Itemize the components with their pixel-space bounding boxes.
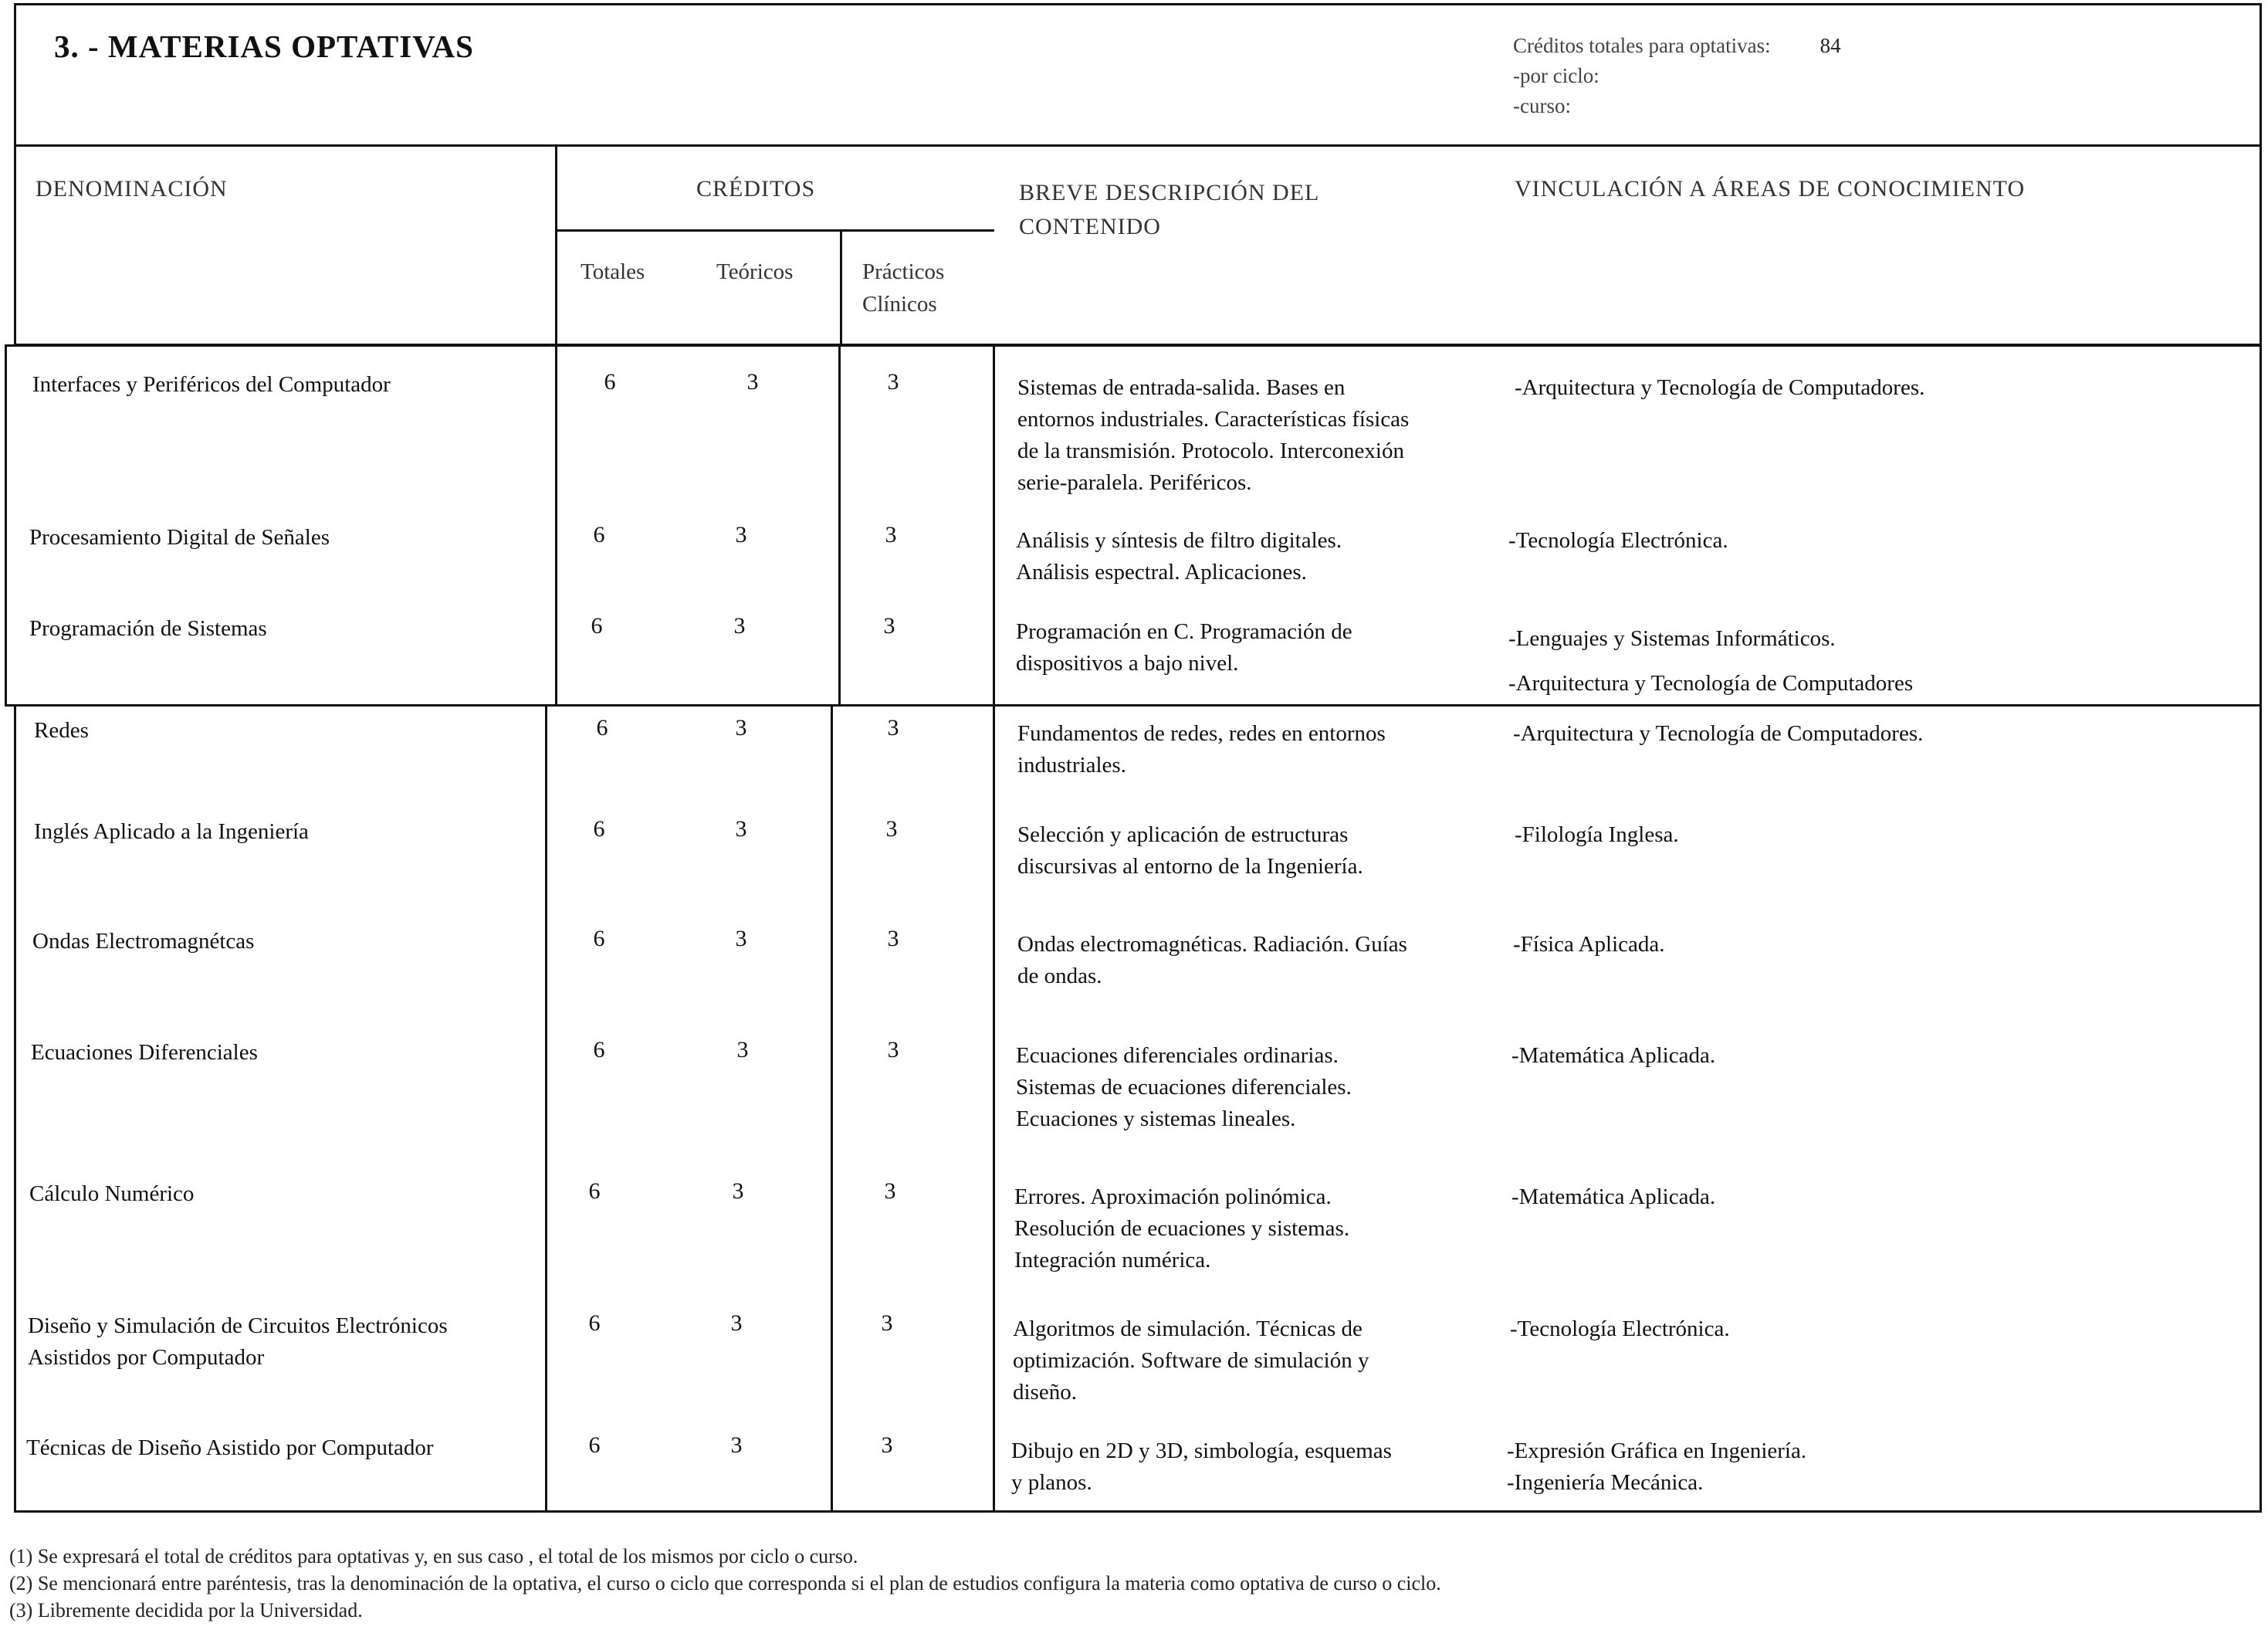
credits-totals: 6: [588, 1178, 601, 1204]
subject-description-line: optimización. Software de simulación y: [1013, 1348, 1369, 1373]
credits-theory: 3: [732, 1178, 744, 1204]
credits-theory: 3: [736, 1037, 749, 1062]
divider: [993, 704, 995, 1513]
footnote-1: (1) Se expresará el total de créditos para optativas y, en sus caso , el total de los mismos por ciclo o curso.: [9, 1545, 858, 1567]
subject-description: [1016, 1040, 1352, 1135]
credits-totals: 6: [593, 926, 605, 951]
knowledge-areas-line: -Arquitectura y Tecnología de Computadores: [1508, 671, 1914, 696]
subject-description: [1017, 929, 1407, 992]
credits-practice: 3: [881, 1432, 893, 1458]
divider: [840, 230, 842, 346]
subject-name-line: Redes: [34, 718, 89, 743]
subject-description-line: Algoritmos de simulación. Técnicas de: [1013, 1317, 1362, 1341]
subject-description: [1017, 372, 1409, 499]
col-description-header: BREVE DESCRIPCIÓN DEL CONTENIDO: [1019, 180, 1320, 239]
subject-name: [26, 1432, 434, 1464]
subject-description-line: y planos.: [1011, 1470, 1092, 1495]
subject-description-line: Integración numérica.: [1014, 1248, 1211, 1272]
subject-name-line: Programación de Sistemas: [29, 616, 267, 641]
subject-description: [1016, 525, 1342, 588]
credits-theory: 3: [735, 522, 747, 547]
subject-description-line: Fundamentos de redes, redes en entornos: [1017, 721, 1386, 746]
divider: [555, 229, 994, 232]
subject-description: [1017, 819, 1363, 883]
subject-description-line: Ecuaciones y sistemas lineales.: [1016, 1106, 1296, 1131]
credits-practice: 3: [887, 369, 899, 395]
credits-practice: 3: [884, 1178, 896, 1204]
subject-name-line: Interfaces y Periféricos del Computador: [32, 372, 391, 397]
subject-name-line: Inglés Aplicado a la Ingeniería: [34, 819, 309, 844]
divider: [555, 147, 557, 346]
subject-description-line: Errores. Aproximación polinómica.: [1014, 1184, 1332, 1209]
credits-theory: 3: [735, 715, 747, 740]
knowledge-areas-line: -Arquitectura y Tecnología de Computadores.: [1513, 721, 1924, 746]
footnote-3: (3) Libremente decidida por la Universidad.: [9, 1599, 363, 1622]
knowledge-areas: [1508, 616, 1913, 706]
subject-name-line: Diseño y Simulación de Circuitos Electrónicos: [28, 1313, 448, 1338]
subject-description: [1017, 718, 1386, 781]
subject-name-line: Procesamiento Digital de Señales: [29, 525, 330, 550]
subject-description-line: Selección y aplicación de estructuras: [1017, 822, 1349, 847]
credits-totals: 6: [593, 1037, 605, 1062]
credits-theory: 3: [746, 369, 759, 395]
credits-totals: 6: [596, 715, 608, 740]
subject-description-line: industriales.: [1017, 753, 1126, 778]
knowledge-areas: [1513, 929, 1665, 961]
knowledge-areas: [1510, 1313, 1730, 1345]
per-cycle-label: -por ciclo:: [1513, 64, 1599, 87]
subject-name-line: Ecuaciones Diferenciales: [31, 1040, 258, 1065]
divider: [555, 344, 557, 707]
credits-summary: [1513, 31, 1841, 121]
subject-description-line: entornos industriales. Características físicas: [1017, 407, 1410, 432]
subject-description-line: de la transmisión. Protocolo. Interconexión: [1017, 439, 1404, 463]
col-credits-header: CRÉDITOS: [696, 176, 816, 202]
credits-total-value: 84: [1819, 34, 1841, 57]
subject-description-line: Sistemas de entrada-salida. Bases en: [1017, 375, 1346, 400]
subject-description: [1011, 1435, 1392, 1499]
subject-description-line: Programación en C. Programación de: [1016, 619, 1352, 644]
credits-theory: 3: [730, 1432, 743, 1458]
subject-description-line: serie-paralela. Periféricos.: [1017, 470, 1252, 495]
knowledge-areas-line: -Tecnología Electrónica.: [1510, 1317, 1730, 1341]
col-name-header: DENOMINACIÓN: [36, 176, 228, 202]
credits-practice: 3: [887, 926, 899, 951]
credits-totals: 6: [588, 1310, 601, 1336]
subject-description-line: Sistemas de ecuaciones diferenciales.: [1016, 1075, 1352, 1100]
credits-totals: 6: [593, 816, 605, 842]
credits-totals: 6: [593, 522, 605, 547]
credits-theory: 3: [735, 926, 747, 951]
header-box: [14, 3, 2262, 147]
credits-totals: 6: [588, 1432, 601, 1458]
knowledge-areas-line: -Matemática Aplicada.: [1511, 1043, 1716, 1068]
subject-name: [28, 1310, 448, 1374]
subject-description-line: Ondas electromagnéticas. Radiación. Guías: [1017, 932, 1407, 957]
credits-totals: 6: [591, 613, 603, 639]
credits-theory: 3: [733, 613, 746, 639]
subject-description-line: dispositivos a bajo nivel.: [1016, 651, 1239, 676]
knowledge-areas: [1511, 1040, 1715, 1072]
subject-name: [32, 369, 391, 401]
knowledge-areas-line: -Arquitectura y Tecnología de Computadores.: [1515, 375, 1925, 400]
subject-description-line: Análisis espectral. Aplicaciones.: [1016, 560, 1307, 585]
subject-description-line: Ecuaciones diferenciales ordinarias.: [1016, 1043, 1339, 1068]
footnote-2: (2) Se mencionará entre paréntesis, tras la denominación de la optativa, el curso o ciclo que corresponda si el plan de estudios configura la materia como optativa de curso o ciclo.: [9, 1572, 1441, 1594]
credits-practice: 3: [885, 816, 898, 842]
subject-description-line: Dibujo en 2D y 3D, simbología, esquemas: [1011, 1439, 1392, 1463]
knowledge-areas: [1507, 1435, 1806, 1499]
subject-description-line: diseño.: [1013, 1380, 1077, 1405]
subject-description-line: Resolución de ecuaciones y sistemas.: [1014, 1216, 1350, 1241]
subject-description: [1014, 1181, 1349, 1276]
credits-practice: 3: [885, 522, 897, 547]
knowledge-areas: [1513, 718, 1923, 750]
knowledge-areas-line: -Matemática Aplicada.: [1511, 1184, 1716, 1209]
divider: [838, 344, 841, 707]
credits-theory: 3: [735, 816, 747, 842]
subject-description: [1013, 1313, 1369, 1408]
subject-description-line: de ondas.: [1017, 964, 1102, 988]
subject-name: [29, 1178, 194, 1210]
knowledge-areas: [1508, 525, 1728, 557]
knowledge-areas: [1511, 1181, 1715, 1213]
credits-totals: 6: [604, 369, 616, 395]
section-title: 3. - MATERIAS OPTATIVAS: [54, 29, 474, 64]
per-course-label: -curso:: [1513, 94, 1571, 117]
knowledge-areas-line: -Lenguajes y Sistemas Informáticos.: [1508, 626, 1836, 651]
knowledge-areas-line: -Física Aplicada.: [1513, 932, 1665, 957]
knowledge-areas-line: -Filología Inglesa.: [1515, 822, 1679, 847]
col-theory-header: Teóricos: [716, 259, 794, 284]
credits-practice: 3: [887, 715, 899, 740]
divider: [831, 704, 833, 1513]
knowledge-areas-line: -Tecnología Electrónica.: [1508, 528, 1728, 553]
footnotes: [9, 1543, 1441, 1624]
subject-name-line: Asistidos por Computador: [28, 1345, 265, 1370]
subject-name: [32, 926, 254, 957]
col-practice-header: Prácticos Clínicos: [862, 259, 945, 317]
divider: [993, 344, 995, 707]
credits-theory: 3: [730, 1310, 743, 1336]
credits-practice: 3: [881, 1310, 893, 1336]
credits-practice: 3: [883, 613, 895, 639]
subject-description-line: Análisis y síntesis de filtro digitales.: [1016, 528, 1342, 553]
knowledge-areas-line: -Expresión Gráfica en Ingeniería.: [1507, 1439, 1807, 1463]
knowledge-areas-line: -Ingeniería Mecánica.: [1507, 1470, 1704, 1495]
credits-practice: 3: [887, 1037, 899, 1062]
subject-name: [29, 613, 267, 645]
col-totals-header: Totales: [581, 259, 645, 284]
subject-name: [29, 522, 330, 554]
subject-name: [34, 816, 309, 848]
subject-name-line: Ondas Electromagnétcas: [32, 929, 255, 954]
subject-description-line: discursivas al entorno de la Ingeniería.: [1017, 854, 1363, 879]
subject-name: [31, 1037, 258, 1069]
knowledge-areas: [1515, 372, 1924, 404]
subject-description: [1016, 616, 1352, 679]
col-areas-header: VINCULACIÓN A ÁREAS DE CONOCIMIENTO: [1515, 176, 2026, 202]
subject-name: [34, 715, 89, 747]
credits-total-label: Créditos totales para optativas:: [1513, 34, 1771, 57]
subject-name-line: Cálculo Numérico: [29, 1181, 195, 1206]
subject-name-line: Técnicas de Diseño Asistido por Computador: [26, 1435, 434, 1460]
knowledge-areas: [1515, 819, 1679, 851]
divider: [545, 704, 547, 1513]
